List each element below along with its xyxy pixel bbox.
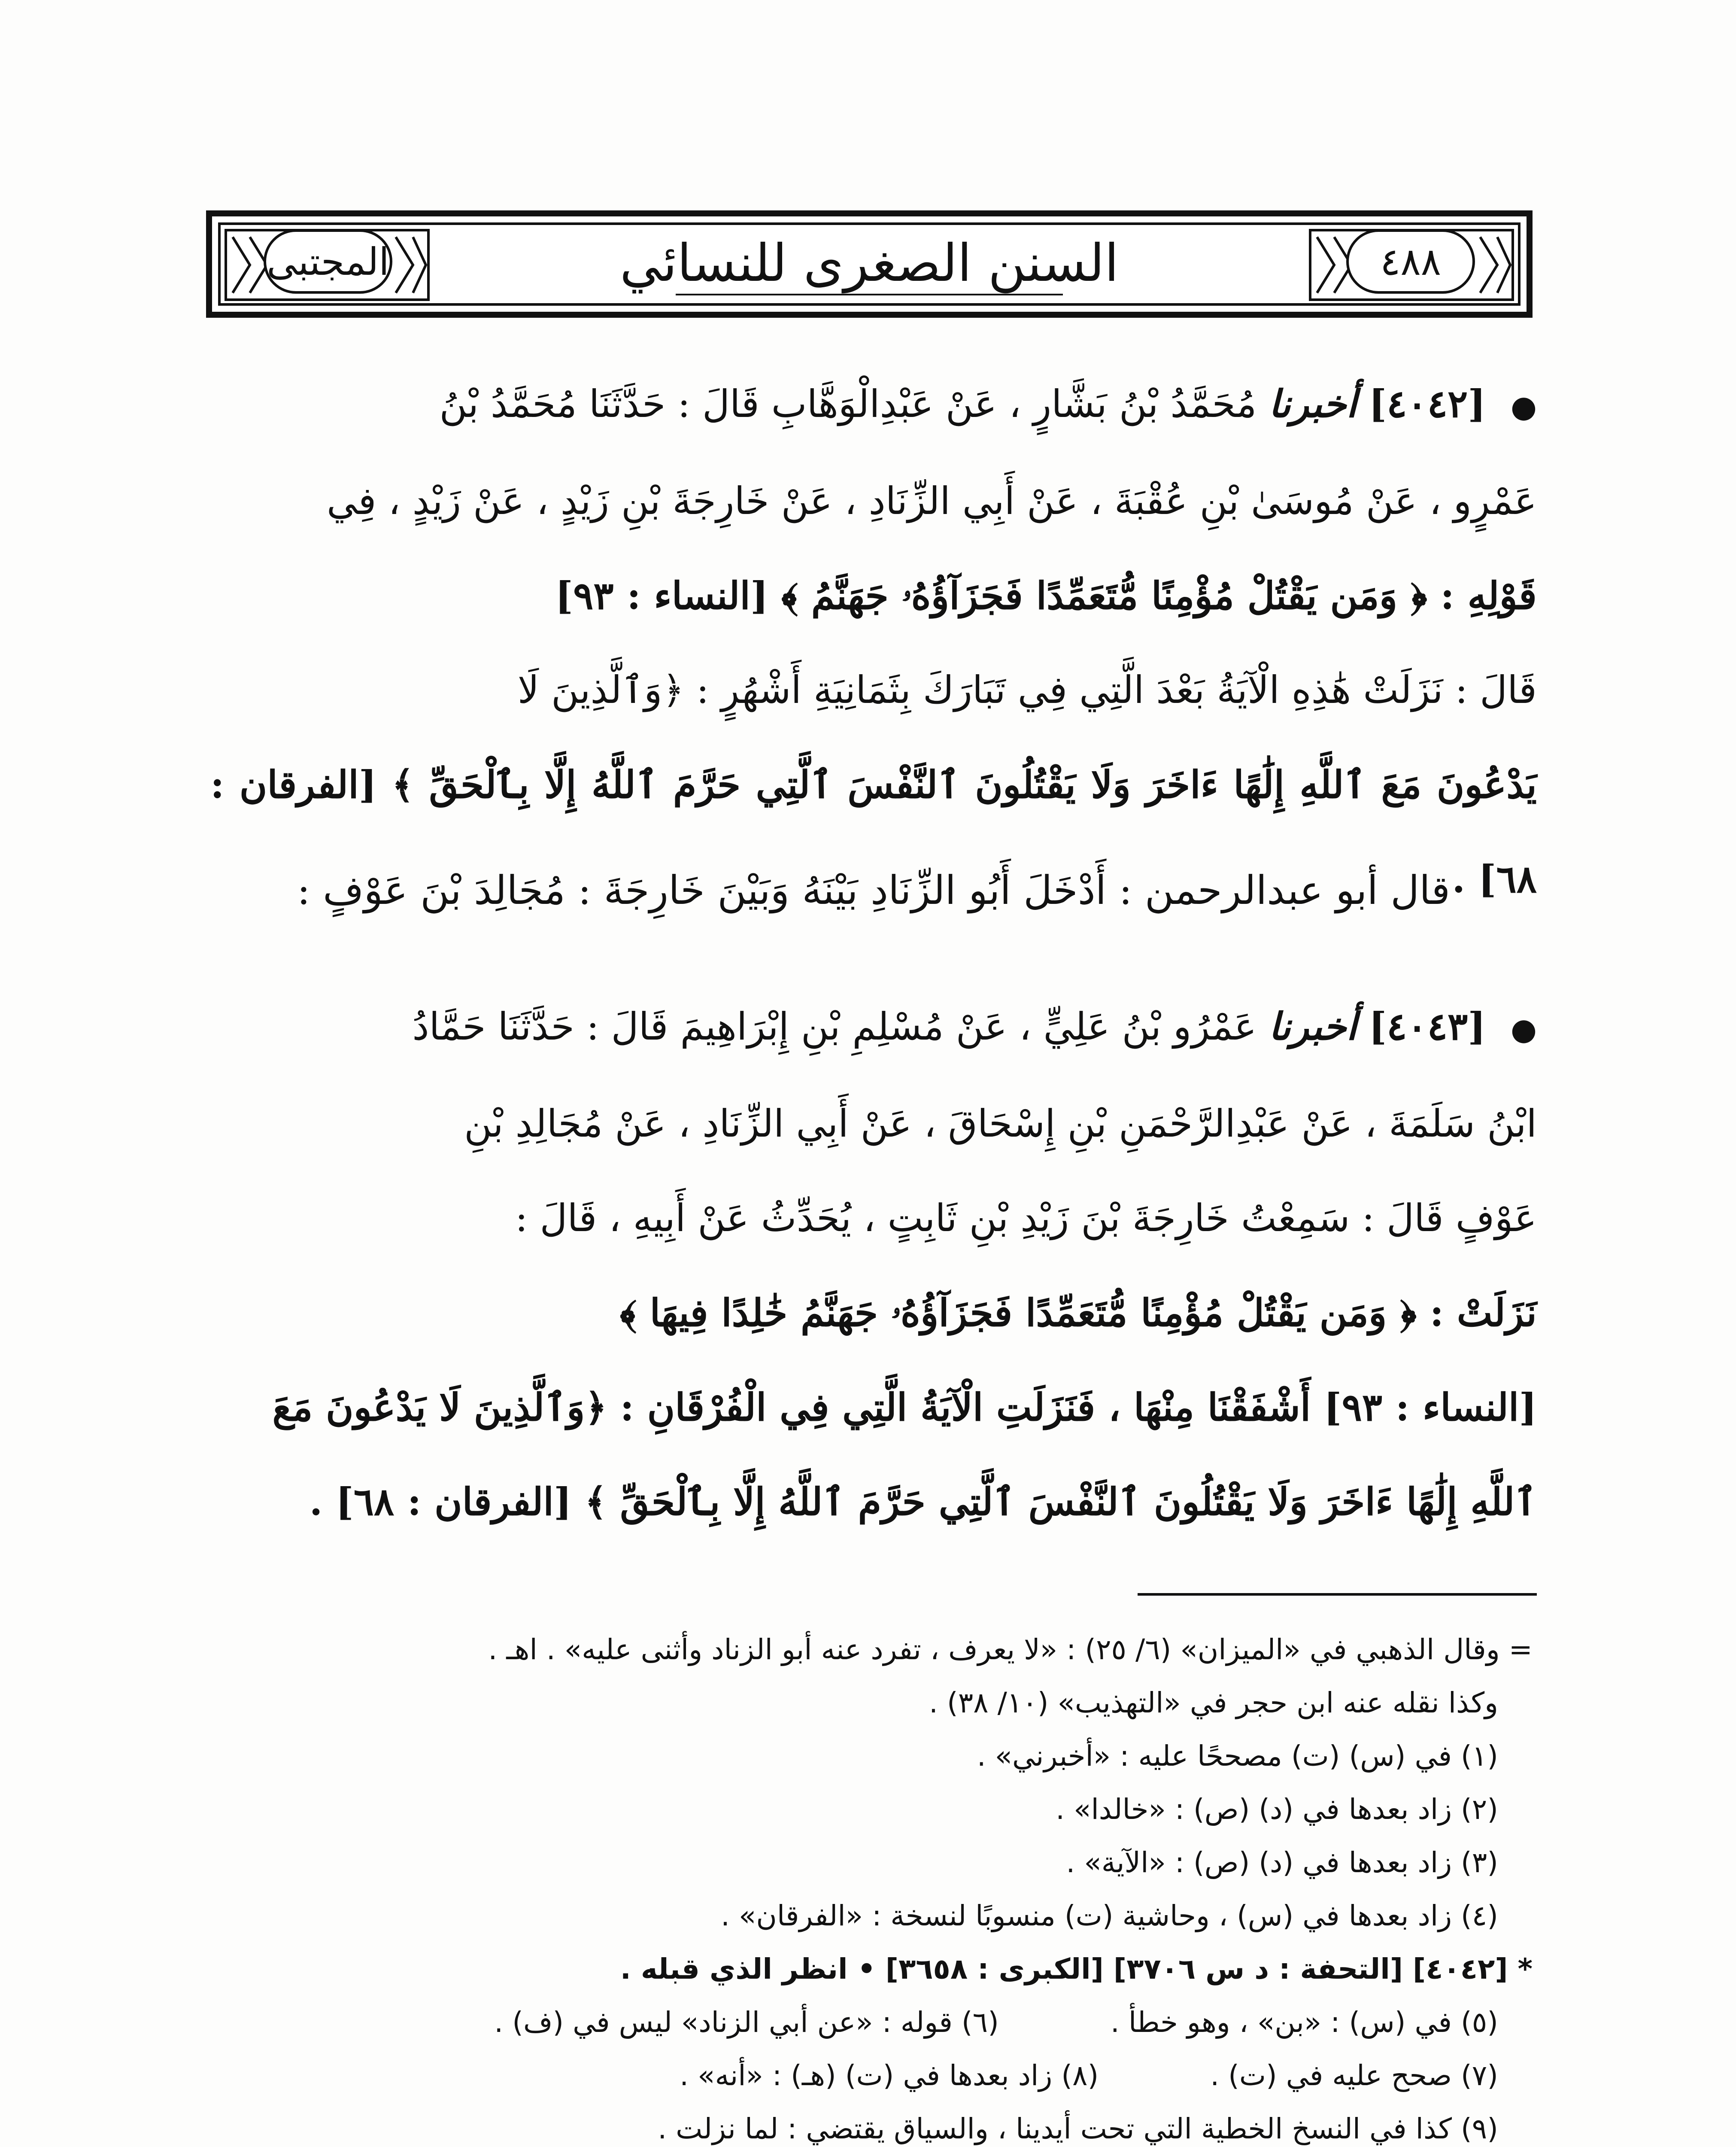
takhrij-note: * [٤٠٤٢] [التحفة : د س ٣٧٠٦] [الكبرى : ٣٦٥٨] • انظر الذي قبله . [620, 1952, 1533, 1986]
hadith-4043 [210, 979, 1537, 1549]
footnote: (٢) زاد بعدها في (د) (ص) : «خالدا» . [1056, 1793, 1498, 1826]
hadith-line: قَوْلِهِ : ﴿ وَمَن يَقْتُلْ مُؤْمِنًا مُّتَعَمِّدًا فَجَزَآؤُهُۥ جَهَنَّمُ ﴾ [النساء : ٩٣] [555, 573, 1537, 618]
page-title: السنن الصغرى للنسائي [619, 234, 1119, 293]
hadith-line: [النساء : ٩٣] أَشْفَقْنَا مِنْهَا ، فَنَزَلَتِ الْآيَةُ الَّتِي فِي الْفُرْقَانِ : ﴿وَٱلَّذِينَ لَا يَدْعُونَ مَعَ [272, 1385, 1537, 1429]
bullet-icon: ● [1510, 1012, 1537, 1047]
footnote: (٨) زاد بعدها في (ت) (هـ) : «أنه» . [680, 2059, 1099, 2092]
hadith-line: عَوْفٍ قَالَ : سَمِعْتُ خَارِجَةَ بْنَ زَيْدِ بْنِ ثَابِتٍ ، يُحَدِّثُ عَنْ أَبِيهِ ، قَالَ : [515, 1196, 1537, 1240]
footnote: (١) في (س) (ت) مصححًا عليه : «أخبرني» . [977, 1739, 1498, 1773]
footnote-separator [1138, 1593, 1537, 1596]
hadith-line [210, 979, 1537, 1077]
footnote: (٥) في (س) : «بن» ، وهو خطأ . [1110, 2006, 1498, 2039]
hadith-4042 [210, 356, 1537, 926]
hadith-number: [٤٠٤٢] [1369, 381, 1486, 426]
footnote: وكذا نقله عنه ابن حجر في «التهذيب» (١٠/ ٣٨) . [929, 1686, 1498, 1719]
title-underline [676, 294, 1063, 295]
hadith-line: نَزَلَتْ : ﴿ وَمَن يَقْتُلْ مُؤْمِنًا مُّتَعَمِّدًا فَجَزَآؤُهُۥ جَهَنَّمُ خَٰلِدًا فِيهَا ﴾ [619, 1290, 1537, 1335]
hadith-keyword: أخبرنا [1269, 1004, 1357, 1049]
footnotes [223, 1623, 1533, 2147]
bullet-icon: ● [1510, 389, 1537, 424]
hadith-line: ابْنُ سَلَمَةَ ، عَنْ عَبْدِالرَّحْمَنِ بْنِ إِسْحَاقَ ، عَنْ أَبِي الزِّنَادِ ، عَنْ مُجَالِدِ بْنِ [464, 1101, 1537, 1146]
footnote: (٧) صحح عليه في (ت) . [1210, 2059, 1498, 2092]
page-header [206, 210, 1533, 318]
hadith-text: مُحَمَّدُ بْنُ بَشَّارٍ ، عَنْ عَبْدِالْوَهَّابِ قَالَ : حَدَّثَنَا مُحَمَّدُ بْنُ [439, 382, 1257, 426]
page-number: ٤٨٨ [1346, 229, 1475, 294]
hadith-line [210, 356, 1537, 454]
footnote: (٩) كذا في النسخ الخطية التي تحت أيدينا ، والسياق يقتضي : لما نزلت . [658, 2112, 1498, 2145]
footnote: = وقال الذهبي في «الميزان» (٦/ ٢٥) : «لا يعرف ، تفرد عنه أبو الزناد وأثنى عليه» . اهـ . [488, 1633, 1533, 1666]
footnote: (٣) زاد بعدها في (د) (ص) : «الآية» . [1066, 1846, 1498, 1879]
author-note: قال أبو عبدالرحمن : أَدْخَلَ أَبُو الزِّنَادِ بَيْنَهُ وَبَيْنَ خَارِجَةَ : مُجَالِدَ بْنَ عَوْفٍ : [297, 867, 1451, 913]
book-badge: المجتبى [264, 229, 392, 294]
hadith-line: يَدْعُونَ مَعَ ٱللَّهِ إِلَٰهًا ءَاخَرَ وَلَا يَقْتُلُونَ ٱلنَّفْسَ ٱلَّتِي حَرَّمَ ٱللَّهُ إِلَّا بِٱلْحَقِّ ﴾ [الفرقان : ٦٨] . [210, 762, 1537, 901]
hadith-line: عَمْرٍو ، عَنْ مُوسَىٰ بْنِ عُقْبَةَ ، عَنْ أَبِي الزِّنَادِ ، عَنْ خَارِجَةَ بْنِ زَيْدٍ ، عَنْ زَيْدٍ ، فِي [327, 479, 1537, 523]
hadith-line: قَالَ : نَزَلَتْ هَٰذِهِ الْآيَةُ بَعْدَ الَّتِي فِي تَبَارَكَ بِثَمَانِيَةِ أَشْهُرٍ : ﴿وَٱلَّذِينَ لَا [517, 668, 1537, 712]
hadith-keyword: أخبرنا [1269, 381, 1357, 426]
footnote-pair [223, 1996, 1533, 2049]
footnote: (٤) زاد بعدها في (س) ، وحاشية (ت) منسوبًا لنسخة : «الفرقان» . [721, 1899, 1498, 1932]
hadith-text: عَمْرُو بْنُ عَلِيٍّ ، عَنْ مُسْلِمِ بْنِ إِبْرَاهِيمَ قَالَ : حَدَّثَنَا حَمَّادُ [412, 1004, 1257, 1049]
footnote-pair [223, 2049, 1533, 2102]
hadith-number: [٤٠٤٣] [1369, 1004, 1486, 1049]
footnote: (٦) قوله : «عن أبي الزناد» ليس في (ف) . [494, 2006, 999, 2039]
hadith-line: ٱللَّهِ إِلَٰهًا ءَاخَرَ وَلَا يَقْتُلُونَ ٱلنَّفْسَ ٱلَّتِي حَرَّمَ ٱللَّهُ إِلَّا بِٱلْحَقِّ ﴾ [الفرقان : ٦٨] . [309, 1479, 1537, 1524]
